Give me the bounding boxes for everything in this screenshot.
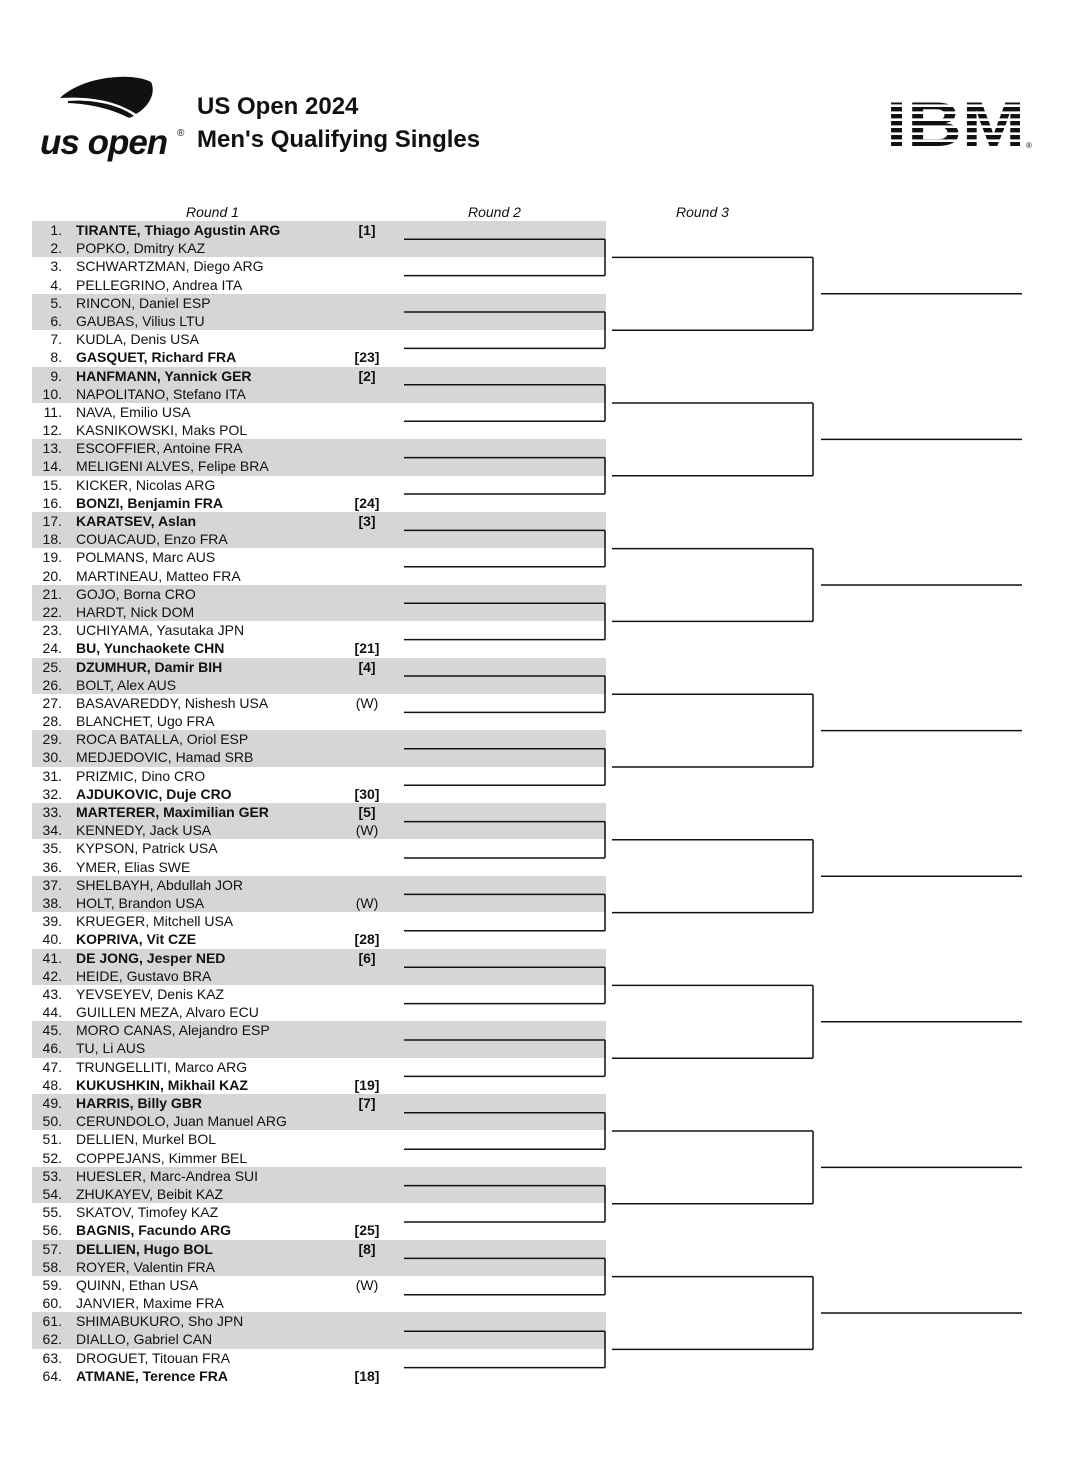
player-name: SHIMABUKURO, Sho JPN bbox=[76, 1313, 244, 1330]
player-name: KUKUSHKIN, Mikhail KAZ bbox=[76, 1076, 248, 1093]
draw-position: 6. bbox=[50, 312, 62, 329]
player-name: HUESLER, Marc-Andrea SUI bbox=[76, 1167, 259, 1184]
player-name: GOJO, Borna CRO bbox=[76, 585, 196, 602]
draw-position: 11. bbox=[43, 403, 62, 420]
draw-position: 7. bbox=[50, 331, 62, 348]
draw-position: 49. bbox=[42, 1095, 62, 1111]
draw-position: 60. bbox=[42, 1295, 62, 1312]
round-2-header: Round 2 bbox=[468, 204, 521, 220]
player-name: BONZI, Benjamin FRA bbox=[76, 494, 224, 511]
draw-position: 2. bbox=[50, 240, 62, 257]
draw-position: 22. bbox=[42, 603, 62, 620]
draw-position: 34. bbox=[42, 822, 62, 839]
draw-position: 33. bbox=[42, 804, 62, 820]
player-name: ESCOFFIER, Antoine FRA bbox=[76, 440, 243, 457]
seed-label: [4] bbox=[358, 658, 376, 675]
seed-label: [5] bbox=[358, 804, 376, 820]
player-name: MARTERER, Maximilian GER bbox=[76, 804, 269, 820]
player-name: KYPSON, Patrick USA bbox=[76, 840, 218, 857]
seed-label: [24] bbox=[354, 494, 380, 511]
page-subtitle: Men's Qualifying Singles bbox=[197, 126, 481, 153]
player-name: MARTINEAU, Matteo FRA bbox=[76, 567, 241, 584]
draw-position: 24. bbox=[42, 640, 62, 657]
draw-position: 19. bbox=[42, 549, 62, 566]
draw-position: 5. bbox=[50, 294, 62, 311]
draw-position: 16. bbox=[42, 494, 62, 511]
player-name: RINCON, Daniel ESP bbox=[76, 294, 211, 311]
player-name: DIALLO, Gabriel CAN bbox=[76, 1331, 213, 1348]
player-name: NAVA, Emilio USA bbox=[76, 403, 191, 420]
draw-position: 9. bbox=[50, 367, 62, 384]
player-name: KRUEGER, Mitchell USA bbox=[76, 913, 234, 930]
draw-position: 45. bbox=[42, 1022, 62, 1039]
draw-position: 1. bbox=[50, 222, 62, 238]
draw-position: 36. bbox=[42, 858, 62, 875]
player-name: KARATSEV, Aslan bbox=[76, 513, 197, 529]
draw-position: 30. bbox=[42, 749, 62, 766]
draw-position: 15. bbox=[42, 476, 62, 493]
seed-label: [3] bbox=[358, 513, 376, 529]
player-name: MEDJEDOVIC, Hamad SRB bbox=[76, 749, 254, 766]
player-name: SHELBAYH, Abdullah JOR bbox=[76, 876, 244, 893]
player-name: BOLT, Alex AUS bbox=[76, 676, 177, 693]
draw-position: 17. bbox=[42, 513, 62, 529]
draw-position: 63. bbox=[42, 1349, 62, 1366]
player-name: TIRANTE, Thiago Agustin ARG bbox=[76, 222, 281, 238]
player-name: ROCA BATALLA, Oriol ESP bbox=[76, 731, 249, 748]
player-name: COPPEJANS, Kimmer BEL bbox=[76, 1149, 248, 1166]
seed-label: (W) bbox=[355, 1276, 379, 1293]
draw-position: 3. bbox=[50, 258, 62, 275]
player-name: HEIDE, Gustavo BRA bbox=[76, 967, 212, 984]
player-name: YEVSEYEV, Denis KAZ bbox=[76, 985, 225, 1002]
draw-position: 62. bbox=[42, 1331, 62, 1348]
draw-position: 44. bbox=[42, 1004, 62, 1021]
draw-position: 8. bbox=[50, 349, 62, 366]
player-name: ATMANE, Terence FRA bbox=[76, 1367, 228, 1384]
player-name: BU, Yunchaokete CHN bbox=[76, 640, 225, 657]
draw-position: 51. bbox=[42, 1131, 62, 1148]
draw-position: 13. bbox=[42, 440, 62, 457]
svg-text:IBM: IBM bbox=[886, 93, 1025, 151]
draw-position: 18. bbox=[42, 531, 62, 548]
seed-label: [28] bbox=[354, 931, 380, 948]
player-name: KENNEDY, Jack USA bbox=[76, 822, 212, 839]
player-name: JANVIER, Maxime FRA bbox=[76, 1295, 224, 1312]
svg-text:®: ® bbox=[177, 128, 185, 139]
draw-position: 55. bbox=[42, 1204, 62, 1221]
seed-label: [1] bbox=[358, 222, 376, 238]
draw-position: 56. bbox=[42, 1222, 62, 1239]
seed-label: (W) bbox=[355, 894, 379, 911]
player-name: ROYER, Valentin FRA bbox=[76, 1258, 216, 1275]
draw-position: 4. bbox=[50, 276, 62, 293]
player-name: DE JONG, Jesper NED bbox=[76, 949, 226, 966]
player-name: HANFMANN, Yannick GER bbox=[76, 367, 252, 384]
player-name: MELIGENI ALVES, Felipe BRA bbox=[76, 458, 269, 475]
player-name: KASNIKOWSKI, Maks POL bbox=[76, 422, 248, 439]
player-name: NAPOLITANO, Stefano ITA bbox=[76, 385, 246, 402]
draw-position: 42. bbox=[42, 967, 62, 984]
player-name: COUACAUD, Enzo FRA bbox=[76, 531, 228, 548]
seed-label: [19] bbox=[354, 1076, 380, 1093]
player-name: DZUMHUR, Damir BIH bbox=[76, 658, 223, 675]
draw-position: 29. bbox=[42, 731, 62, 748]
draw-position: 41. bbox=[42, 949, 62, 966]
player-name: SKATOV, Timofey KAZ bbox=[76, 1204, 219, 1221]
round-1-header: Round 1 bbox=[186, 204, 239, 220]
draw-position: 43. bbox=[42, 985, 62, 1002]
player-name: YMER, Elias SWE bbox=[76, 858, 191, 875]
player-name: KICKER, Nicolas ARG bbox=[76, 476, 216, 493]
draw-position: 31. bbox=[42, 767, 62, 784]
seed-label: [8] bbox=[358, 1240, 376, 1257]
draw-position: 54. bbox=[42, 1185, 62, 1202]
player-name: UCHIYAMA, Yasutaka JPN bbox=[76, 622, 245, 639]
draw-position: 48. bbox=[42, 1076, 62, 1093]
seed-label: [7] bbox=[358, 1095, 376, 1111]
player-name: BASAVAREDDY, Nishesh USA bbox=[76, 694, 269, 711]
player-name: HOLT, Brandon USA bbox=[76, 894, 205, 911]
player-name: GUILLEN MEZA, Alvaro ECU bbox=[76, 1004, 259, 1021]
draw-position: 59. bbox=[42, 1276, 62, 1293]
draw-position: 37. bbox=[42, 876, 62, 893]
player-name: SCHWARTZMAN, Diego ARG bbox=[76, 258, 264, 275]
seed-label: [6] bbox=[358, 949, 376, 966]
draw-position: 58. bbox=[42, 1258, 62, 1275]
seed-label: [23] bbox=[354, 349, 380, 366]
draw-position: 12. bbox=[42, 422, 62, 439]
draw-position: 35. bbox=[42, 840, 62, 857]
player-name: MORO CANAS, Alejandro ESP bbox=[76, 1022, 270, 1039]
player-name: CERUNDOLO, Juan Manuel ARG bbox=[76, 1113, 287, 1130]
draw-position: 52. bbox=[42, 1149, 62, 1166]
player-name: KOPRIVA, Vit CZE bbox=[76, 931, 197, 948]
player-name: BLANCHET, Ugo FRA bbox=[76, 713, 215, 730]
draw-position: 47. bbox=[42, 1058, 62, 1075]
player-name: BAGNIS, Facundo ARG bbox=[76, 1222, 232, 1239]
player-name: QUINN, Ethan USA bbox=[76, 1276, 199, 1293]
player-name: AJDUKOVIC, Duje CRO bbox=[76, 785, 232, 802]
player-name: POPKO, Dmitry KAZ bbox=[76, 240, 206, 257]
player-name: TRUNGELLITI, Marco ARG bbox=[76, 1058, 248, 1075]
player-name: HARDT, Nick DOM bbox=[76, 603, 195, 620]
player-name: HARRIS, Billy GBR bbox=[76, 1095, 203, 1111]
draw-position: 50. bbox=[42, 1113, 62, 1130]
draw-position: 53. bbox=[42, 1167, 62, 1184]
svg-text:®: ® bbox=[1026, 141, 1032, 150]
player-name: POLMANS, Marc AUS bbox=[76, 549, 216, 566]
draw-position: 28. bbox=[42, 713, 62, 730]
draw-position: 32. bbox=[42, 785, 62, 802]
draw-position: 40. bbox=[42, 931, 62, 948]
round-3-header: Round 3 bbox=[676, 204, 729, 220]
draw-position: 25. bbox=[42, 658, 62, 675]
svg-text:us open: us open bbox=[40, 123, 168, 162]
player-name: DROGUET, Titouan FRA bbox=[76, 1349, 231, 1366]
draw-position: 46. bbox=[42, 1040, 62, 1057]
draw-position: 20. bbox=[42, 567, 62, 584]
player-name: GAUBAS, Vilius LTU bbox=[76, 312, 205, 329]
player-name: PELLEGRINO, Andrea ITA bbox=[76, 276, 243, 293]
seed-label: [30] bbox=[354, 785, 380, 802]
player-name: ZHUKAYEV, Beibit KAZ bbox=[76, 1185, 224, 1202]
draw-position: 10. bbox=[42, 385, 62, 402]
player-name: DELLIEN, Murkel BOL bbox=[76, 1131, 217, 1148]
draw-position: 23. bbox=[42, 622, 62, 639]
draw-position: 14. bbox=[42, 458, 62, 475]
draw-position: 27. bbox=[42, 694, 62, 711]
seed-label: [18] bbox=[354, 1367, 380, 1384]
seed-label: [21] bbox=[354, 640, 380, 657]
player-name: PRIZMIC, Dino CRO bbox=[76, 767, 206, 784]
player-name: KUDLA, Denis USA bbox=[76, 331, 199, 348]
player-name: DELLIEN, Hugo BOL bbox=[76, 1240, 213, 1257]
seed-label: [25] bbox=[354, 1222, 380, 1239]
seed-label: (W) bbox=[355, 694, 379, 711]
draw-position: 38. bbox=[42, 894, 62, 911]
page-title: US Open 2024 bbox=[197, 93, 359, 120]
seed-label: (W) bbox=[355, 822, 379, 839]
seed-label: [2] bbox=[358, 367, 376, 384]
draw-position: 64. bbox=[42, 1367, 62, 1384]
player-name: TU, Li AUS bbox=[76, 1040, 146, 1057]
draw-position: 21. bbox=[42, 585, 62, 602]
draw-position: 39. bbox=[42, 913, 62, 930]
player-name: GASQUET, Richard FRA bbox=[76, 349, 237, 366]
draw-position: 61. bbox=[42, 1313, 62, 1330]
draw-position: 57. bbox=[42, 1240, 62, 1257]
draw-position: 26. bbox=[42, 676, 62, 693]
